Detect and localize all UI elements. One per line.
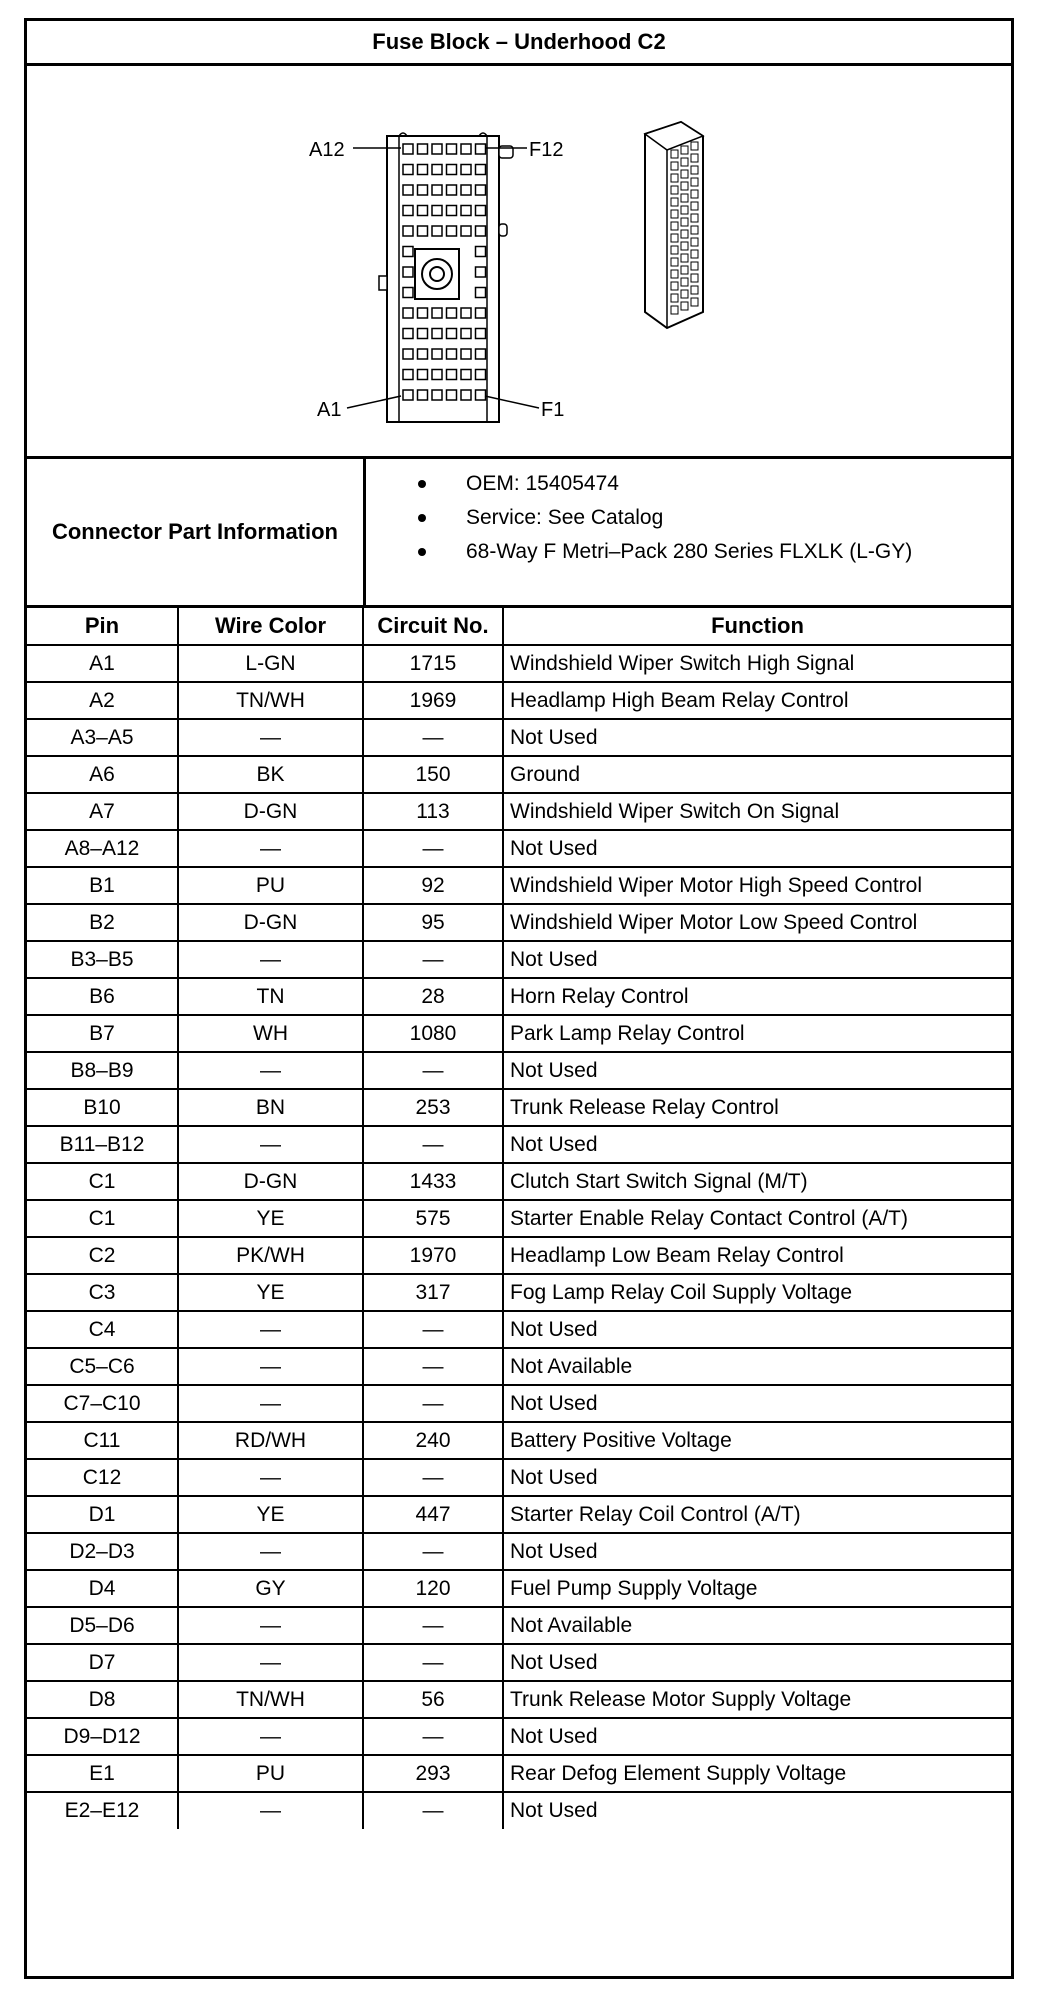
cell-circuit-no: 317	[363, 1274, 503, 1311]
cell-wire-color: —	[178, 1533, 363, 1570]
cell-pin: E2–E12	[27, 1792, 178, 1829]
iso-pin-cavity	[691, 166, 698, 174]
pin-cavity	[476, 144, 486, 154]
table-row	[27, 1385, 1011, 1422]
iso-pin-cavity	[691, 286, 698, 294]
table-row	[27, 1718, 1011, 1755]
pin-cavity	[447, 308, 457, 318]
table-row	[27, 1459, 1011, 1496]
cell-function: Not Used	[503, 1533, 1011, 1570]
header-function: Function	[503, 608, 1011, 645]
pin-cavity	[447, 144, 457, 154]
pin-cavity	[432, 329, 442, 339]
iso-pin-cavity	[671, 294, 678, 302]
cell-function: Trunk Release Motor Supply Voltage	[503, 1681, 1011, 1718]
cell-circuit-no: —	[363, 1718, 503, 1755]
cell-function: Headlamp High Beam Relay Control	[503, 682, 1011, 719]
table-row	[27, 756, 1011, 793]
cell-function: Not Used	[503, 1385, 1011, 1422]
table-row	[27, 1607, 1011, 1644]
cell-pin: C1	[27, 1200, 178, 1237]
pin-cavity	[418, 308, 428, 318]
table-row	[27, 793, 1011, 830]
pin-cavity	[432, 349, 442, 359]
pin-cavity	[418, 185, 428, 195]
pin-cavity	[461, 226, 471, 236]
pin-cavity	[476, 288, 486, 298]
iso-pin-cavity	[671, 210, 678, 218]
cell-wire-color: RD/WH	[178, 1422, 363, 1459]
cell-pin: B6	[27, 978, 178, 1015]
cell-circuit-no: 150	[363, 756, 503, 793]
iso-pin-cavity	[681, 182, 688, 190]
connector-iso-view	[645, 122, 703, 328]
cell-pin: C3	[27, 1274, 178, 1311]
cell-circuit-no: —	[363, 1126, 503, 1163]
cell-pin: C4	[27, 1311, 178, 1348]
cell-pin: B11–B12	[27, 1126, 178, 1163]
cell-pin: B7	[27, 1015, 178, 1052]
cell-function: Rear Defog Element Supply Voltage	[503, 1755, 1011, 1792]
cell-function: Not Available	[503, 1348, 1011, 1385]
iso-pin-cavity	[691, 154, 698, 162]
pin-cavity	[432, 370, 442, 380]
cell-wire-color: BK	[178, 756, 363, 793]
pin-cavity	[403, 206, 413, 216]
cell-pin: B3–B5	[27, 941, 178, 978]
cell-pin: C11	[27, 1422, 178, 1459]
iso-pin-cavity	[681, 194, 688, 202]
connector-sheet	[24, 18, 1014, 1979]
pin-cavity	[403, 349, 413, 359]
table-row	[27, 1126, 1011, 1163]
iso-pin-cavity	[671, 198, 678, 206]
connector-diagram	[27, 66, 1011, 456]
pin-cavity	[403, 185, 413, 195]
cell-function: Headlamp Low Beam Relay Control	[503, 1237, 1011, 1274]
iso-pin-cavity	[681, 218, 688, 226]
pin-cavity	[418, 329, 428, 339]
table-row	[27, 645, 1011, 682]
pin-cavity	[403, 390, 413, 400]
pin-cavity	[418, 206, 428, 216]
pin-cavity	[461, 390, 471, 400]
iso-pin-cavity	[691, 262, 698, 270]
cell-wire-color: —	[178, 1644, 363, 1681]
cell-wire-color: GY	[178, 1570, 363, 1607]
iso-pin-cavity	[681, 290, 688, 298]
table-header	[27, 608, 1011, 645]
cell-function: Starter Enable Relay Contact Control (A/T)	[503, 1200, 1011, 1237]
cell-pin: C5–C6	[27, 1348, 178, 1385]
cell-circuit-no: —	[363, 1792, 503, 1829]
pin-cavity	[403, 370, 413, 380]
pin-cavity	[447, 165, 457, 175]
iso-pin-cavity	[681, 158, 688, 166]
cell-pin: E1	[27, 1755, 178, 1792]
pin-cavity	[418, 226, 428, 236]
pin-cavity	[461, 349, 471, 359]
pin-cavity	[461, 165, 471, 175]
cell-function: Trunk Release Relay Control	[503, 1089, 1011, 1126]
cell-function: Clutch Start Switch Signal (M/T)	[503, 1163, 1011, 1200]
iso-pin-cavity	[691, 214, 698, 222]
cell-circuit-no: 56	[363, 1681, 503, 1718]
iso-pin-cavity	[691, 178, 698, 186]
header-wire-color: Wire Color	[178, 608, 363, 645]
cell-pin: A7	[27, 793, 178, 830]
cell-circuit-no: 113	[363, 793, 503, 830]
cell-circuit-no: 1080	[363, 1015, 503, 1052]
iso-pin-cavity	[681, 278, 688, 286]
pin-cavity	[432, 308, 442, 318]
cell-circuit-no: 1433	[363, 1163, 503, 1200]
cell-pin: D1	[27, 1496, 178, 1533]
cell-pin: A2	[27, 682, 178, 719]
cell-pin: C1	[27, 1163, 178, 1200]
cell-pin: C12	[27, 1459, 178, 1496]
pin-cavity	[403, 267, 413, 277]
cell-wire-color: D-GN	[178, 1163, 363, 1200]
cell-function: Windshield Wiper Motor Low Speed Control	[503, 904, 1011, 941]
pin-cavity	[476, 206, 486, 216]
iso-pin-cavity	[671, 150, 678, 158]
pin-cavity	[476, 165, 486, 175]
table-row	[27, 719, 1011, 756]
table-row	[27, 1163, 1011, 1200]
pin-cavity	[403, 308, 413, 318]
cell-function: Not Used	[503, 1459, 1011, 1496]
iso-pin-cavity	[681, 230, 688, 238]
cell-wire-color: TN/WH	[178, 682, 363, 719]
connector-part-info	[27, 459, 1011, 608]
cell-circuit-no: 95	[363, 904, 503, 941]
iso-pin-cavity	[691, 142, 698, 150]
iso-pin-cavity	[671, 258, 678, 266]
pin-cavity	[461, 185, 471, 195]
cell-circuit-no: —	[363, 1607, 503, 1644]
table-row	[27, 830, 1011, 867]
table-row	[27, 1052, 1011, 1089]
cell-pin: D4	[27, 1570, 178, 1607]
pin-cavity	[403, 226, 413, 236]
cell-function: Not Used	[503, 1052, 1011, 1089]
table-row	[27, 1496, 1011, 1533]
cell-pin: B2	[27, 904, 178, 941]
cell-function: Not Used	[503, 1126, 1011, 1163]
cell-function: Not Used	[503, 1311, 1011, 1348]
cell-function: Windshield Wiper Motor High Speed Control	[503, 867, 1011, 904]
info-service: Service: See Catalog	[466, 501, 1011, 535]
iso-pin-cavity	[681, 242, 688, 250]
table-row	[27, 682, 1011, 719]
pin-table	[27, 608, 1011, 1829]
cell-wire-color: —	[178, 1607, 363, 1644]
pin-cavity	[403, 288, 413, 298]
iso-pin-cavity	[671, 246, 678, 254]
cell-wire-color: —	[178, 1385, 363, 1422]
cell-wire-color: PK/WH	[178, 1237, 363, 1274]
header-pin: Pin	[27, 608, 178, 645]
cell-function: Not Used	[503, 941, 1011, 978]
iso-pin-cavity	[671, 306, 678, 314]
cell-circuit-no: —	[363, 830, 503, 867]
label-f12: F12	[529, 139, 564, 161]
iso-pin-cavity	[671, 174, 678, 182]
iso-pin-cavity	[681, 206, 688, 214]
cell-function: Horn Relay Control	[503, 978, 1011, 1015]
cell-pin: D7	[27, 1644, 178, 1681]
table-row	[27, 1422, 1011, 1459]
cell-wire-color: YE	[178, 1496, 363, 1533]
pin-cavity	[461, 370, 471, 380]
connector-info-list	[366, 459, 1011, 605]
cell-function: Starter Relay Coil Control (A/T)	[503, 1496, 1011, 1533]
pin-cavity	[403, 165, 413, 175]
table-row	[27, 867, 1011, 904]
cell-circuit-no: 92	[363, 867, 503, 904]
table-row	[27, 904, 1011, 941]
cell-function: Windshield Wiper Switch On Signal	[503, 793, 1011, 830]
table-row	[27, 1681, 1011, 1718]
cell-pin: A8–A12	[27, 830, 178, 867]
cell-circuit-no: —	[363, 1385, 503, 1422]
pin-cavity	[447, 370, 457, 380]
cell-pin: B8–B9	[27, 1052, 178, 1089]
iso-pin-cavity	[691, 298, 698, 306]
cell-pin: D8	[27, 1681, 178, 1718]
cell-function: Not Available	[503, 1607, 1011, 1644]
pin-cavity	[476, 349, 486, 359]
cell-circuit-no: 240	[363, 1422, 503, 1459]
cell-circuit-no: —	[363, 1533, 503, 1570]
cell-function: Ground	[503, 756, 1011, 793]
table-row	[27, 1348, 1011, 1385]
cell-pin: C7–C10	[27, 1385, 178, 1422]
cell-circuit-no: 253	[363, 1089, 503, 1126]
pin-cavity	[432, 165, 442, 175]
pin-cavity	[418, 165, 428, 175]
cell-wire-color: WH	[178, 1015, 363, 1052]
cell-wire-color: PU	[178, 867, 363, 904]
cell-pin: D2–D3	[27, 1533, 178, 1570]
pin-cavity	[447, 226, 457, 236]
pin-cavity	[461, 308, 471, 318]
table-row	[27, 1570, 1011, 1607]
pin-cavity	[476, 185, 486, 195]
cell-wire-color: —	[178, 719, 363, 756]
iso-pin-cavity	[671, 162, 678, 170]
iso-pin-cavity	[671, 234, 678, 242]
cell-wire-color: BN	[178, 1089, 363, 1126]
pin-cavity	[447, 349, 457, 359]
cell-circuit-no: —	[363, 1644, 503, 1681]
cell-wire-color: PU	[178, 1755, 363, 1792]
table-row	[27, 941, 1011, 978]
iso-pin-cavity	[681, 170, 688, 178]
pin-cavity	[418, 390, 428, 400]
iso-pin-cavity	[691, 190, 698, 198]
table-row	[27, 1792, 1011, 1829]
cell-wire-color: —	[178, 1126, 363, 1163]
cell-pin: D9–D12	[27, 1718, 178, 1755]
cell-circuit-no: —	[363, 1459, 503, 1496]
pin-cavity	[476, 308, 486, 318]
cell-circuit-no: 575	[363, 1200, 503, 1237]
cell-pin: A6	[27, 756, 178, 793]
cell-circuit-no: —	[363, 941, 503, 978]
cell-function: Fog Lamp Relay Coil Supply Voltage	[503, 1274, 1011, 1311]
pin-cavity	[418, 144, 428, 154]
pin-cavity	[461, 206, 471, 216]
pin-cavity	[403, 144, 413, 154]
pin-cavity	[403, 329, 413, 339]
pin-cavity	[432, 185, 442, 195]
cell-circuit-no: —	[363, 1311, 503, 1348]
table-row	[27, 1015, 1011, 1052]
pin-cavity	[432, 206, 442, 216]
cell-circuit-no: 1970	[363, 1237, 503, 1274]
pin-cavity	[476, 247, 486, 257]
label-f1: F1	[541, 399, 565, 421]
cell-pin: A3–A5	[27, 719, 178, 756]
info-description: 68-Way F Metri–Pack 280 Series FLXLK (L-GY)	[466, 535, 1011, 569]
cell-wire-color: —	[178, 830, 363, 867]
cell-pin: B10	[27, 1089, 178, 1126]
cell-pin: C2	[27, 1237, 178, 1274]
cell-circuit-no: 293	[363, 1755, 503, 1792]
label-a12: A12	[309, 139, 345, 161]
cell-circuit-no: 447	[363, 1496, 503, 1533]
cell-wire-color: TN	[178, 978, 363, 1015]
cell-wire-color: —	[178, 1718, 363, 1755]
pin-cavity	[447, 185, 457, 195]
pin-cavity	[461, 329, 471, 339]
cell-function: Not Used	[503, 1792, 1011, 1829]
cell-wire-color: —	[178, 1311, 363, 1348]
cell-circuit-no: 120	[363, 1570, 503, 1607]
pin-cavity	[447, 206, 457, 216]
cell-function: Fuel Pump Supply Voltage	[503, 1570, 1011, 1607]
iso-pin-cavity	[671, 270, 678, 278]
table-row	[27, 1237, 1011, 1274]
pin-cavity	[447, 329, 457, 339]
iso-pin-cavity	[691, 238, 698, 246]
iso-pin-cavity	[681, 266, 688, 274]
cell-pin: A1	[27, 645, 178, 682]
cell-wire-color: YE	[178, 1200, 363, 1237]
cell-wire-color: TN/WH	[178, 1681, 363, 1718]
connector-figure	[27, 66, 1011, 459]
pin-cavity	[432, 226, 442, 236]
table-row	[27, 1755, 1011, 1792]
pin-cavity	[476, 370, 486, 380]
pin-cavity	[476, 226, 486, 236]
iso-pin-cavity	[671, 222, 678, 230]
pin-cavity	[461, 144, 471, 154]
cell-wire-color: —	[178, 941, 363, 978]
cell-function: Not Used	[503, 1644, 1011, 1681]
page-title: Fuse Block – Underhood C2	[27, 21, 1011, 66]
pin-cavity	[418, 349, 428, 359]
cell-pin: B1	[27, 867, 178, 904]
cell-circuit-no: 1969	[363, 682, 503, 719]
cell-function: Not Used	[503, 830, 1011, 867]
cell-wire-color: —	[178, 1459, 363, 1496]
iso-pin-cavity	[691, 274, 698, 282]
latch-left	[379, 276, 387, 290]
iso-pin-cavity	[691, 202, 698, 210]
cell-circuit-no: 28	[363, 978, 503, 1015]
cell-wire-color: —	[178, 1052, 363, 1089]
cell-function: Park Lamp Relay Control	[503, 1015, 1011, 1052]
iso-pin-cavity	[671, 186, 678, 194]
latch-right	[499, 224, 507, 236]
table-row	[27, 1274, 1011, 1311]
cell-wire-color: —	[178, 1348, 363, 1385]
cell-pin: D5–D6	[27, 1607, 178, 1644]
cell-circuit-no: —	[363, 1348, 503, 1385]
iso-pin-cavity	[691, 250, 698, 258]
pin-cavity	[432, 390, 442, 400]
table-row	[27, 1089, 1011, 1126]
pin-cavity	[476, 267, 486, 277]
pin-cavity	[476, 390, 486, 400]
cell-function: Battery Positive Voltage	[503, 1422, 1011, 1459]
iso-pin-cavity	[681, 254, 688, 262]
cell-wire-color: D-GN	[178, 904, 363, 941]
connector-info-label: Connector Part Information	[27, 459, 366, 605]
table-row	[27, 978, 1011, 1015]
iso-pin-cavity	[681, 302, 688, 310]
cell-wire-color: L-GN	[178, 645, 363, 682]
pin-cavity	[403, 247, 413, 257]
table-row	[27, 1311, 1011, 1348]
iso-pin-cavity	[671, 282, 678, 290]
cell-circuit-no: 1715	[363, 645, 503, 682]
pin-cavity	[432, 144, 442, 154]
iso-pin-cavity	[681, 146, 688, 154]
cell-wire-color: —	[178, 1792, 363, 1829]
cell-wire-color: D-GN	[178, 793, 363, 830]
header-circuit-no: Circuit No.	[363, 608, 503, 645]
cell-function: Not Used	[503, 719, 1011, 756]
cell-wire-color: YE	[178, 1274, 363, 1311]
pin-cavity	[418, 370, 428, 380]
pin-cavity	[447, 390, 457, 400]
table-row	[27, 1644, 1011, 1681]
label-a1: A1	[317, 399, 342, 421]
cell-function: Not Used	[503, 1718, 1011, 1755]
iso-pin-cavity	[691, 226, 698, 234]
table-row	[27, 1200, 1011, 1237]
cell-circuit-no: —	[363, 719, 503, 756]
info-oem: OEM: 15405474	[466, 467, 1011, 501]
table-row	[27, 1533, 1011, 1570]
cell-function: Windshield Wiper Switch High Signal	[503, 645, 1011, 682]
pin-cavity	[476, 329, 486, 339]
cell-circuit-no: —	[363, 1052, 503, 1089]
